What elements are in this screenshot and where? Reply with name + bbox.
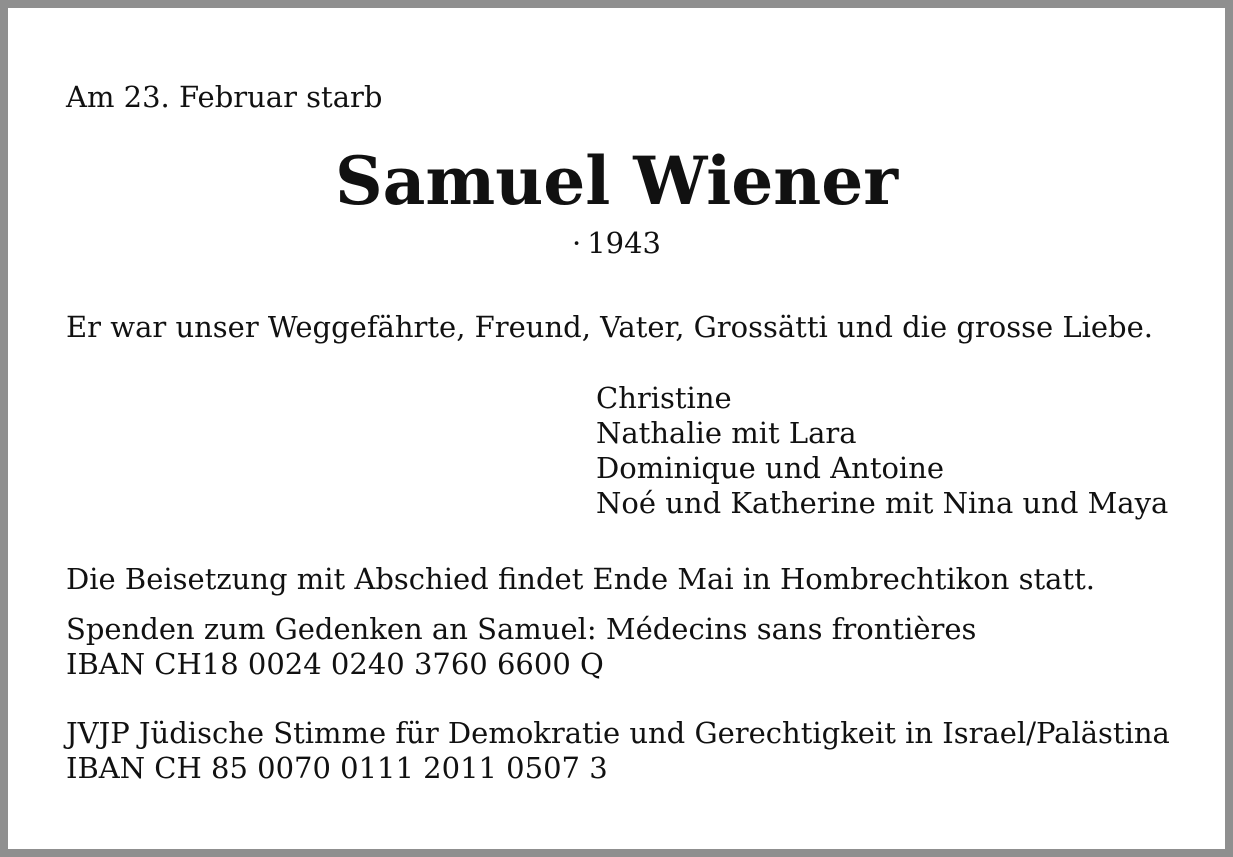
donation-iban: IBAN CH 85 0070 0111 2011 0507 3 <box>66 751 608 785</box>
donation-text: Spenden zum Gedenken an Samuel: Médecins sans frontières <box>66 612 977 646</box>
mourner-name: Dominique und Antoine <box>596 451 945 485</box>
birth-line <box>8 226 1225 261</box>
obituary-notice <box>8 8 1225 849</box>
donation-iban: IBAN CH18 0024 0240 3760 6600 Q <box>66 647 604 681</box>
birth-year: 1943 <box>587 226 662 260</box>
funeral-info: Die Beisetzung mit Abschied findet Ende Mai in Hombrechtikon statt. <box>66 562 1095 596</box>
mourner-name: Christine <box>596 381 732 415</box>
mourner-name: Nathalie mit Lara <box>596 416 857 450</box>
intro-line: Am 23. Februar starb <box>66 80 383 114</box>
mourners-list <box>596 381 1168 521</box>
donation-text: JVJP Jüdische Stimme für Demokratie und Gerechtigkeit in Israel/Palästina <box>66 716 1170 750</box>
deceased-name: Samuel Wiener <box>334 142 899 220</box>
mourner-name: Noé und Katherine mit Nina und Maya <box>596 486 1169 520</box>
tribute-text: Er war unser Weggefährte, Freund, Vater, Grossätti und die grosse Liebe. <box>66 310 1154 344</box>
birth-marker: · <box>571 226 582 260</box>
